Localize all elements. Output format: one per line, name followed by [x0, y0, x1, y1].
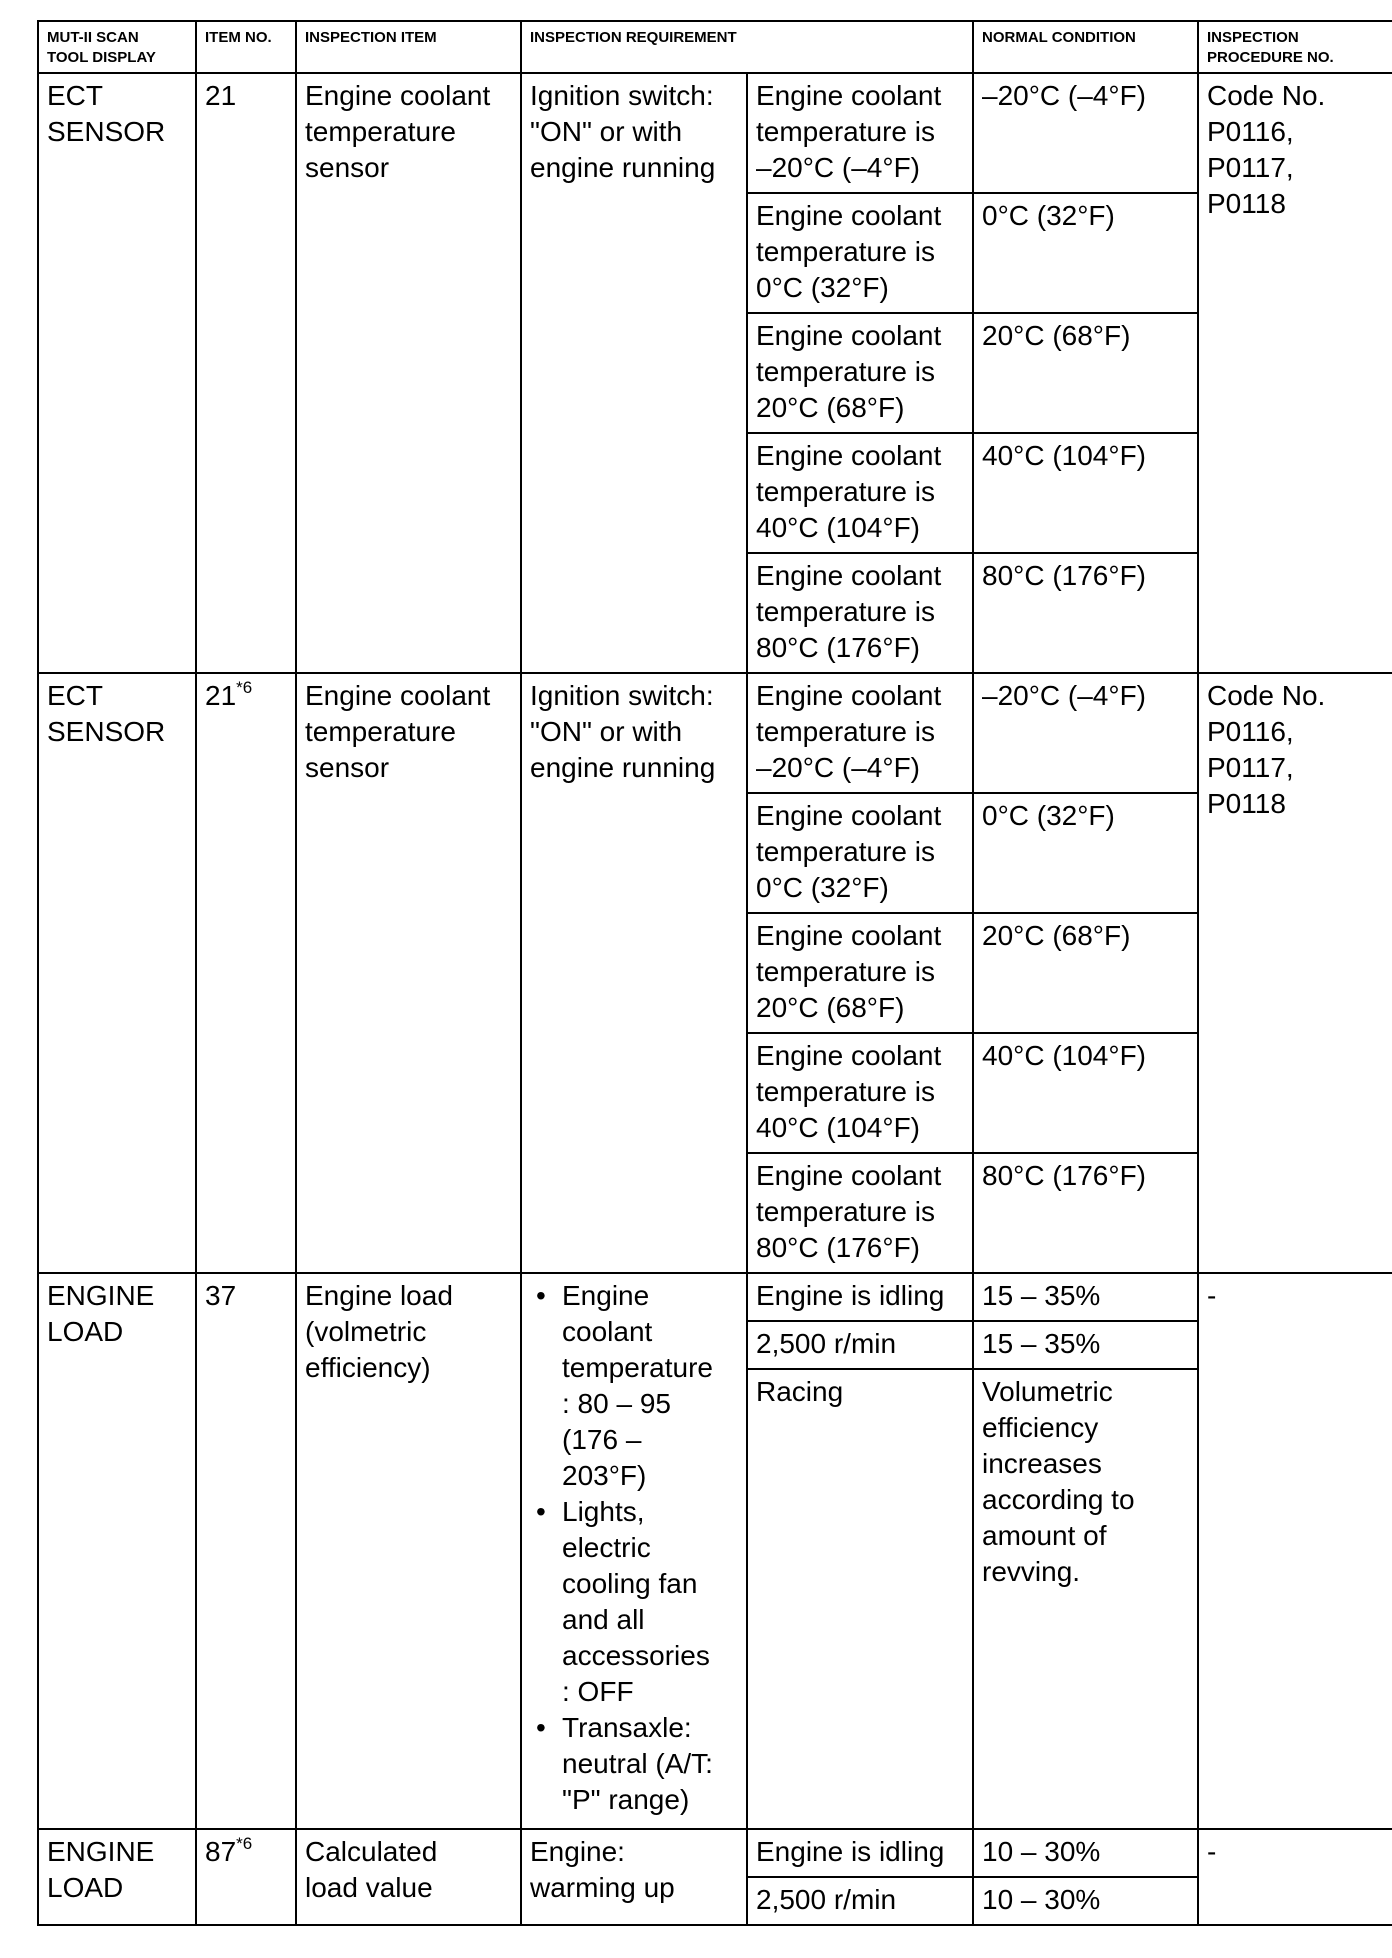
normal-condition-cell: 15 – 35%: [973, 1273, 1198, 1321]
normal-condition-cell: –20°C (–4°F): [973, 73, 1198, 193]
table-row: [38, 1273, 1392, 1321]
item-no-cell: [196, 1273, 296, 1829]
condition-cell: Engine coolant temperature is 20°C (68°F): [747, 913, 973, 1033]
item-no-cell: [196, 73, 296, 673]
list-item: • Engine coolant temperature : 80 – 95 (176 – 203°F): [530, 1278, 738, 1494]
display-cell: ENGINE LOAD: [38, 1273, 196, 1829]
normal-condition-cell: 0°C (32°F): [973, 793, 1198, 913]
header-display: MUT-II SCAN TOOL DISPLAY: [38, 21, 196, 73]
procedure-cell: -: [1198, 1829, 1392, 1925]
inspection-item-cell: Engine coolant temperature sensor: [296, 673, 521, 1273]
condition-cell: Engine coolant temperature is 20°C (68°F): [747, 313, 973, 433]
normal-condition-cell: 0°C (32°F): [973, 193, 1198, 313]
condition-cell: Engine is idling: [747, 1829, 973, 1877]
normal-condition-cell: 10 – 30%: [973, 1829, 1198, 1877]
header-procedure-no: INSPECTION PROCEDURE NO.: [1198, 21, 1392, 73]
inspection-item-cell: Calculated load value: [296, 1829, 521, 1925]
list-item: • Transaxle: neutral (A/T: "P" range): [530, 1710, 738, 1818]
normal-condition-cell: 10 – 30%: [973, 1877, 1198, 1925]
normal-condition-cell: 80°C (176°F): [973, 1153, 1198, 1273]
header-row: [38, 21, 1392, 73]
item-no-cell: [196, 673, 296, 1273]
requirement-cell: [521, 1273, 747, 1829]
normal-condition-cell: 80°C (176°F): [973, 553, 1198, 673]
header-inspection-item: INSPECTION ITEM: [296, 21, 521, 73]
display-cell: ECT SENSOR: [38, 673, 196, 1273]
item-no-footnote: *6: [236, 677, 253, 697]
condition-cell: Engine coolant temperature is 80°C (176°F): [747, 553, 973, 673]
condition-cell: 2,500 r/min: [747, 1321, 973, 1369]
condition-cell: Engine is idling: [747, 1273, 973, 1321]
item-no: 21: [205, 680, 237, 711]
item-no: 87: [205, 1836, 237, 1867]
procedure-cell: Code No. P0116, P0117, P0118: [1198, 673, 1392, 1273]
normal-condition-cell: –20°C (–4°F): [973, 673, 1198, 793]
item-no: 21: [205, 80, 237, 111]
item-no: 37: [205, 1280, 237, 1311]
header-item-no: ITEM NO.: [196, 21, 296, 73]
table-row: [38, 73, 1392, 193]
requirement-list: [530, 1278, 738, 1818]
table-row: [38, 1829, 1392, 1877]
header-normal-condition: NORMAL CONDITION: [973, 21, 1198, 73]
display-cell: ENGINE LOAD: [38, 1829, 196, 1925]
normal-condition-cell: 40°C (104°F): [973, 1033, 1198, 1153]
normal-condition-cell: Volumetric efficiency increases according to amount of revving.: [973, 1369, 1198, 1829]
inspection-item-cell: Engine coolant temperature sensor: [296, 73, 521, 673]
condition-cell: Engine coolant temperature is –20°C (–4°F): [747, 673, 973, 793]
requirement-cell: Engine: warming up: [521, 1829, 747, 1925]
inspection-item-cell: Engine load (volmetric efficiency): [296, 1273, 521, 1829]
condition-cell: Engine coolant temperature is 80°C (176°F): [747, 1153, 973, 1273]
display-cell: ECT SENSOR: [38, 73, 196, 673]
requirement-cell: Ignition switch: "ON" or with engine running: [521, 673, 747, 1273]
condition-cell: Racing: [747, 1369, 973, 1829]
header-inspection-requirement: INSPECTION REQUIREMENT: [521, 21, 973, 73]
condition-cell: Engine coolant temperature is 0°C (32°F): [747, 793, 973, 913]
procedure-cell: -: [1198, 1273, 1392, 1829]
procedure-cell: Code No. P0116, P0117, P0118: [1198, 73, 1392, 673]
normal-condition-cell: 15 – 35%: [973, 1321, 1198, 1369]
condition-cell: 2,500 r/min: [747, 1877, 973, 1925]
condition-cell: Engine coolant temperature is –20°C (–4°F): [747, 73, 973, 193]
item-no-footnote: *6: [236, 1833, 253, 1853]
normal-condition-cell: 20°C (68°F): [973, 913, 1198, 1033]
normal-condition-cell: 20°C (68°F): [973, 313, 1198, 433]
requirement-cell: Ignition switch: "ON" or with engine running: [521, 73, 747, 673]
list-item: • Lights, electric cooling fan and all accessories : OFF: [530, 1494, 738, 1710]
condition-cell: Engine coolant temperature is 0°C (32°F): [747, 193, 973, 313]
inspection-sheet: [37, 20, 1392, 1926]
normal-condition-cell: 40°C (104°F): [973, 433, 1198, 553]
condition-cell: Engine coolant temperature is 40°C (104°F): [747, 433, 973, 553]
condition-cell: Engine coolant temperature is 40°C (104°F): [747, 1033, 973, 1153]
table-row: [38, 673, 1392, 793]
inspection-table: [37, 20, 1392, 1926]
item-no-cell: [196, 1829, 296, 1925]
